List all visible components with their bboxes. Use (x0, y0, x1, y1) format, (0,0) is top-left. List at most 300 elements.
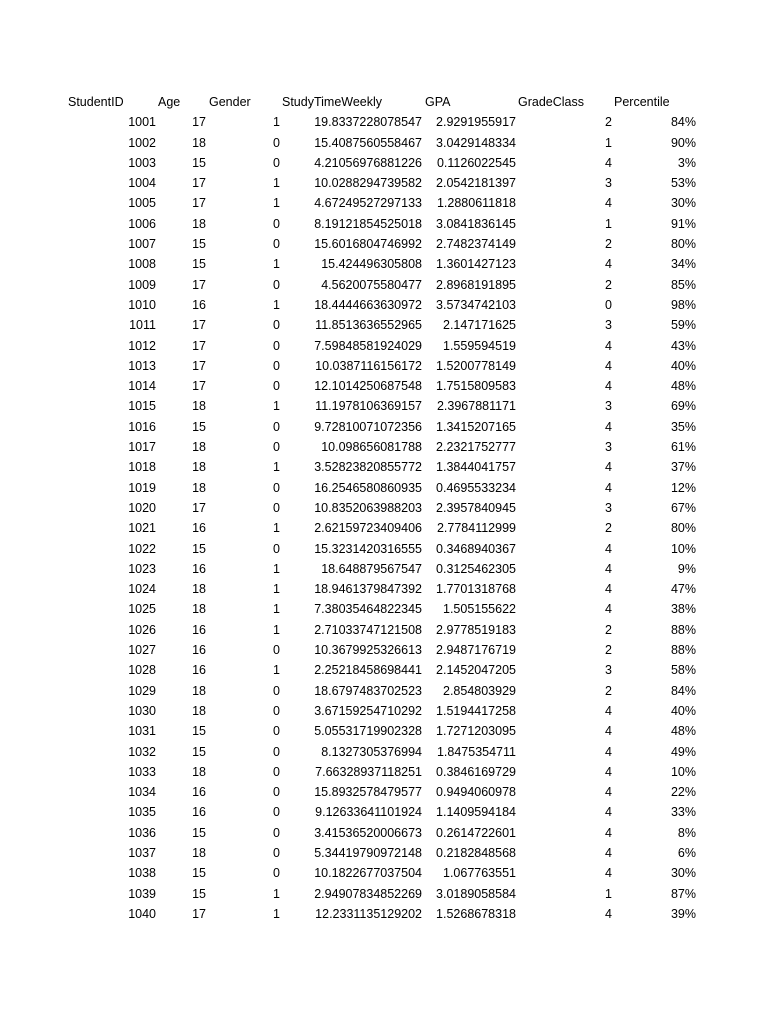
cell-age: 18 (192, 135, 206, 150)
cell-studytimeweekly: 10.8352063988203 (314, 500, 422, 515)
cell-studytimeweekly: 3.52823820855772 (314, 460, 422, 475)
cell-age: 17 (192, 338, 206, 353)
cell-gender: 1 (273, 886, 280, 901)
cell-gpa: 0.3468940367 (436, 541, 516, 556)
cell-age: 17 (192, 318, 206, 333)
cell-studentid: 1036 (128, 825, 156, 840)
cell-gender: 1 (273, 622, 280, 637)
table-row (0, 904, 768, 924)
cell-studentid: 1025 (128, 602, 156, 617)
table-row (0, 559, 768, 579)
cell-studytimeweekly: 3.67159254710292 (314, 703, 422, 718)
cell-age: 17 (192, 379, 206, 394)
table-row (0, 133, 768, 153)
cell-gender: 1 (273, 399, 280, 414)
cell-percentile: 88% (670, 622, 696, 637)
cell-age: 18 (192, 582, 206, 597)
cell-studentid: 1028 (128, 663, 156, 678)
table-row (0, 802, 768, 822)
cell-gradeclass: 4 (605, 825, 612, 840)
cell-gender: 0 (273, 845, 280, 860)
cell-percentile: 12% (670, 480, 696, 495)
cell-gpa: 1.7701318768 (436, 582, 516, 597)
cell-gender: 0 (273, 744, 280, 759)
cell-studytimeweekly: 8.19121854525018 (314, 216, 422, 231)
cell-studytimeweekly: 10.098656081788 (321, 440, 422, 455)
cell-studentid: 1038 (128, 866, 156, 881)
cell-percentile: 37% (670, 460, 696, 475)
cell-age: 17 (192, 358, 206, 373)
cell-studytimeweekly: 10.1822677037504 (314, 866, 422, 881)
cell-studentid: 1016 (128, 419, 156, 434)
cell-gradeclass: 4 (605, 196, 612, 211)
cell-gender: 1 (273, 561, 280, 576)
cell-studentid: 1014 (128, 379, 156, 394)
cell-studytimeweekly: 3.41536520006673 (314, 825, 422, 840)
cell-gpa: 1.067763551 (443, 866, 516, 881)
cell-studentid: 1002 (128, 135, 156, 150)
cell-gpa: 2.1452047205 (436, 663, 516, 678)
cell-age: 18 (192, 399, 206, 414)
table-row (0, 173, 768, 193)
cell-percentile: 22% (670, 785, 696, 800)
table-row (0, 295, 768, 315)
cell-studentid: 1005 (128, 196, 156, 211)
cell-gender: 1 (273, 663, 280, 678)
cell-gender: 0 (273, 866, 280, 881)
table-row (0, 112, 768, 132)
cell-gender: 1 (273, 115, 280, 130)
cell-gradeclass: 4 (605, 744, 612, 759)
cell-age: 18 (192, 602, 206, 617)
table-row (0, 356, 768, 376)
cell-gender: 0 (273, 216, 280, 231)
cell-age: 15 (192, 724, 206, 739)
cell-studentid: 1011 (129, 318, 156, 333)
table-row (0, 518, 768, 538)
cell-gpa: 1.559594519 (443, 338, 516, 353)
cell-age: 16 (192, 561, 206, 576)
cell-gpa: 0.9494060978 (436, 785, 516, 800)
cell-gender: 1 (273, 257, 280, 272)
cell-gpa: 0.1126022545 (436, 155, 516, 170)
cell-studentid: 1023 (128, 561, 156, 576)
cell-percentile: 39% (670, 906, 696, 921)
cell-age: 15 (192, 257, 206, 272)
cell-percentile: 59% (670, 318, 696, 333)
cell-studytimeweekly: 15.6016804746992 (314, 237, 422, 252)
table-row (0, 539, 768, 559)
cell-gradeclass: 4 (605, 155, 612, 170)
cell-gender: 0 (273, 724, 280, 739)
cell-age: 16 (192, 663, 206, 678)
cell-gpa: 0.3125462305 (436, 561, 516, 576)
cell-gpa: 0.4695533234 (436, 480, 516, 495)
header-age: Age (158, 95, 181, 109)
cell-studentid: 1001 (128, 115, 156, 130)
cell-age: 17 (192, 277, 206, 292)
cell-studytimeweekly: 2.94907834852269 (314, 886, 422, 901)
cell-studentid: 1006 (128, 216, 156, 231)
cell-studytimeweekly: 2.25218458698441 (314, 663, 422, 678)
cell-gpa: 1.5194417258 (436, 703, 516, 718)
cell-studentid: 1031 (128, 724, 156, 739)
cell-gpa: 0.2182848568 (436, 845, 516, 860)
cell-percentile: 38% (670, 602, 696, 617)
cell-percentile: 40% (670, 358, 696, 373)
cell-studytimeweekly: 15.3231420316555 (314, 541, 422, 556)
cell-age: 18 (192, 460, 206, 475)
cell-gpa: 2.7482374149 (436, 237, 516, 252)
cell-studentid: 1029 (128, 683, 156, 698)
cell-gradeclass: 1 (605, 135, 612, 150)
cell-percentile: 30% (670, 196, 696, 211)
cell-studytimeweekly: 18.6797483702523 (314, 683, 422, 698)
table-row (0, 336, 768, 356)
cell-studentid: 1009 (128, 277, 156, 292)
table-row (0, 315, 768, 335)
cell-gpa: 1.7515809583 (436, 379, 516, 394)
cell-age: 17 (192, 500, 206, 515)
cell-studytimeweekly: 7.38035464822345 (314, 602, 422, 617)
cell-gpa: 3.5734742103 (436, 297, 516, 312)
cell-gender: 0 (273, 419, 280, 434)
cell-gradeclass: 4 (605, 379, 612, 394)
cell-studytimeweekly: 4.21056976881226 (314, 155, 422, 170)
cell-studentid: 1017 (128, 440, 156, 455)
cell-percentile: 61% (670, 440, 696, 455)
cell-percentile: 85% (670, 277, 696, 292)
cell-studentid: 1021 (128, 521, 156, 536)
cell-percentile: 3% (677, 155, 696, 170)
cell-age: 16 (192, 297, 206, 312)
table-row (0, 437, 768, 457)
cell-gradeclass: 4 (605, 480, 612, 495)
cell-studytimeweekly: 16.2546580860935 (314, 480, 422, 495)
cell-studytimeweekly: 10.3679925326613 (314, 643, 422, 658)
header-gender: Gender (209, 95, 251, 109)
cell-percentile: 84% (670, 115, 696, 130)
table-body (0, 112, 768, 924)
cell-studytimeweekly: 18.648879567547 (321, 561, 422, 576)
cell-gradeclass: 4 (605, 724, 612, 739)
cell-studytimeweekly: 19.8337228078547 (314, 115, 422, 130)
table-row (0, 396, 768, 416)
cell-percentile: 9% (677, 561, 696, 576)
cell-studytimeweekly: 11.1978106369157 (315, 399, 422, 414)
table-row (0, 660, 768, 680)
cell-gradeclass: 4 (605, 785, 612, 800)
cell-gpa: 2.3967881171 (436, 399, 516, 414)
cell-gpa: 1.5268678318 (436, 906, 516, 921)
cell-studentid: 1022 (128, 541, 156, 556)
cell-age: 18 (192, 764, 206, 779)
cell-gpa: 2.3957840945 (436, 500, 516, 515)
cell-gradeclass: 3 (605, 399, 612, 414)
table-row (0, 275, 768, 295)
cell-percentile: 48% (670, 724, 696, 739)
cell-percentile: 48% (670, 379, 696, 394)
cell-studytimeweekly: 2.71033747121508 (314, 622, 422, 637)
cell-gender: 0 (273, 318, 280, 333)
cell-gender: 0 (273, 785, 280, 800)
cell-gpa: 2.2321752777 (436, 440, 516, 455)
table-row (0, 254, 768, 274)
table-row (0, 234, 768, 254)
cell-studytimeweekly: 10.0288294739582 (314, 176, 422, 191)
cell-gender: 1 (273, 176, 280, 191)
cell-percentile: 98% (670, 297, 696, 312)
table-row (0, 457, 768, 477)
table-row (0, 782, 768, 802)
cell-studentid: 1030 (128, 703, 156, 718)
cell-gpa: 2.9291955917 (436, 115, 516, 130)
cell-studytimeweekly: 7.59848581924029 (314, 338, 422, 353)
cell-studentid: 1012 (128, 338, 156, 353)
cell-gender: 1 (273, 297, 280, 312)
cell-studentid: 1010 (128, 297, 156, 312)
cell-studytimeweekly: 15.4087560558467 (314, 135, 422, 150)
cell-gender: 0 (273, 379, 280, 394)
cell-gender: 0 (273, 338, 280, 353)
cell-percentile: 67% (670, 500, 696, 515)
cell-studentid: 1035 (128, 805, 156, 820)
table-row (0, 701, 768, 721)
cell-gradeclass: 1 (605, 886, 612, 901)
cell-gradeclass: 4 (605, 703, 612, 718)
cell-gradeclass: 4 (605, 338, 612, 353)
cell-gender: 0 (273, 703, 280, 718)
cell-gpa: 2.7784112999 (436, 521, 516, 536)
header-studentid: StudentID (68, 95, 124, 109)
cell-gradeclass: 4 (605, 257, 612, 272)
cell-gradeclass: 3 (605, 176, 612, 191)
table-row (0, 640, 768, 660)
cell-studytimeweekly: 18.9461379847392 (314, 582, 422, 597)
cell-age: 16 (192, 622, 206, 637)
cell-studytimeweekly: 18.4444663630972 (314, 297, 422, 312)
table-row (0, 498, 768, 518)
cell-gpa: 3.0841836145 (436, 216, 516, 231)
table-row (0, 376, 768, 396)
cell-gradeclass: 4 (605, 764, 612, 779)
cell-studentid: 1018 (128, 460, 156, 475)
cell-age: 16 (192, 643, 206, 658)
cell-studentid: 1037 (128, 845, 156, 860)
cell-studentid: 1013 (128, 358, 156, 373)
cell-studytimeweekly: 12.1014250687548 (314, 379, 422, 394)
cell-studentid: 1015 (128, 399, 156, 414)
cell-studentid: 1033 (128, 764, 156, 779)
cell-percentile: 91% (670, 216, 696, 231)
cell-percentile: 8% (677, 825, 696, 840)
cell-studytimeweekly: 5.34419790972148 (314, 845, 422, 860)
cell-gradeclass: 4 (605, 358, 612, 373)
cell-gradeclass: 1 (605, 216, 612, 231)
cell-gender: 0 (273, 541, 280, 556)
cell-age: 15 (192, 866, 206, 881)
cell-gradeclass: 4 (605, 419, 612, 434)
cell-percentile: 58% (670, 663, 696, 678)
cell-gender: 1 (273, 521, 280, 536)
cell-studentid: 1003 (128, 155, 156, 170)
cell-age: 18 (192, 683, 206, 698)
cell-studytimeweekly: 15.424496305808 (321, 257, 422, 272)
cell-age: 16 (192, 785, 206, 800)
cell-age: 15 (192, 744, 206, 759)
cell-gradeclass: 4 (605, 866, 612, 881)
header-gpa: GPA (425, 95, 451, 109)
cell-gpa: 3.0429148334 (436, 135, 516, 150)
cell-age: 15 (192, 237, 206, 252)
cell-gender: 0 (273, 643, 280, 658)
cell-gradeclass: 4 (605, 541, 612, 556)
cell-age: 15 (192, 155, 206, 170)
cell-gpa: 1.3601427123 (436, 257, 516, 272)
cell-age: 15 (192, 541, 206, 556)
cell-gender: 1 (273, 602, 280, 617)
cell-percentile: 43% (670, 338, 696, 353)
cell-studytimeweekly: 2.62159723409406 (314, 521, 422, 536)
table-row (0, 681, 768, 701)
cell-studytimeweekly: 9.12633641101924 (315, 805, 422, 820)
table-row (0, 762, 768, 782)
cell-age: 17 (192, 196, 206, 211)
cell-age: 17 (192, 906, 206, 921)
cell-gender: 1 (273, 582, 280, 597)
cell-studytimeweekly: 8.1327305376994 (321, 744, 422, 759)
cell-studentid: 1007 (128, 237, 156, 252)
cell-percentile: 33% (670, 805, 696, 820)
cell-studytimeweekly: 4.67249527297133 (314, 196, 422, 211)
cell-gradeclass: 3 (605, 440, 612, 455)
cell-studytimeweekly: 9.72810071072356 (314, 419, 422, 434)
cell-gradeclass: 2 (605, 277, 612, 292)
cell-gpa: 2.8968191895 (436, 277, 516, 292)
cell-studytimeweekly: 12.2331135129202 (315, 906, 422, 921)
cell-gender: 0 (273, 155, 280, 170)
cell-studytimeweekly: 11.8513636552965 (315, 318, 422, 333)
cell-gpa: 2.147171625 (443, 318, 516, 333)
cell-gradeclass: 4 (605, 906, 612, 921)
cell-gradeclass: 3 (605, 500, 612, 515)
cell-percentile: 34% (670, 257, 696, 272)
table-row (0, 721, 768, 741)
cell-gradeclass: 2 (605, 622, 612, 637)
cell-studentid: 1020 (128, 500, 156, 515)
cell-studytimeweekly: 5.05531719902328 (314, 724, 422, 739)
cell-gender: 0 (273, 683, 280, 698)
cell-gradeclass: 3 (605, 663, 612, 678)
cell-studentid: 1004 (128, 176, 156, 191)
cell-gender: 0 (273, 825, 280, 840)
cell-percentile: 80% (670, 521, 696, 536)
cell-gpa: 1.8475354711 (436, 744, 516, 759)
cell-age: 18 (192, 440, 206, 455)
cell-gpa: 1.3844041757 (436, 460, 516, 475)
table-row (0, 884, 768, 904)
cell-percentile: 30% (670, 866, 696, 881)
cell-gpa: 1.5200778149 (436, 358, 516, 373)
cell-percentile: 53% (670, 176, 696, 191)
cell-percentile: 69% (670, 399, 696, 414)
cell-gradeclass: 3 (605, 318, 612, 333)
cell-gpa: 2.9487176719 (436, 643, 516, 658)
cell-studentid: 1026 (128, 622, 156, 637)
table-row (0, 823, 768, 843)
cell-age: 17 (192, 176, 206, 191)
cell-gpa: 0.2614722601 (436, 825, 516, 840)
table-row (0, 478, 768, 498)
cell-percentile: 49% (670, 744, 696, 759)
cell-gpa: 0.3846169729 (436, 764, 516, 779)
cell-studentid: 1040 (128, 906, 156, 921)
table-row (0, 742, 768, 762)
cell-gradeclass: 2 (605, 237, 612, 252)
cell-percentile: 90% (670, 135, 696, 150)
cell-studytimeweekly: 7.66328937118251 (315, 764, 422, 779)
cell-age: 18 (192, 480, 206, 495)
cell-gpa: 1.505155622 (443, 602, 516, 617)
cell-age: 15 (192, 886, 206, 901)
cell-studytimeweekly: 10.0387116156172 (315, 358, 422, 373)
cell-studentid: 1034 (128, 785, 156, 800)
cell-gradeclass: 4 (605, 845, 612, 860)
cell-percentile: 40% (670, 703, 696, 718)
cell-gradeclass: 2 (605, 683, 612, 698)
cell-gradeclass: 4 (605, 582, 612, 597)
cell-age: 18 (192, 845, 206, 860)
cell-studentid: 1019 (128, 480, 156, 495)
cell-studytimeweekly: 15.8932578479577 (314, 785, 422, 800)
cell-gender: 0 (273, 277, 280, 292)
cell-gender: 1 (273, 906, 280, 921)
cell-gpa: 1.2880611818 (436, 196, 516, 211)
cell-percentile: 35% (670, 419, 696, 434)
cell-gpa: 1.7271203095 (436, 724, 516, 739)
cell-gradeclass: 0 (605, 297, 612, 312)
cell-gender: 0 (273, 764, 280, 779)
cell-age: 16 (192, 521, 206, 536)
cell-gpa: 2.9778519183 (436, 622, 516, 637)
cell-gradeclass: 2 (605, 115, 612, 130)
cell-studytimeweekly: 4.5620075580477 (321, 277, 422, 292)
cell-percentile: 88% (670, 643, 696, 658)
cell-percentile: 10% (670, 764, 696, 779)
cell-percentile: 84% (670, 683, 696, 698)
cell-gradeclass: 2 (605, 643, 612, 658)
cell-age: 16 (192, 805, 206, 820)
table-row (0, 579, 768, 599)
table-row (0, 620, 768, 640)
cell-gpa: 2.0542181397 (436, 176, 516, 191)
table-row (0, 214, 768, 234)
header-studytimeweekly: StudyTimeWeekly (282, 95, 383, 109)
table-row (0, 599, 768, 619)
cell-gradeclass: 2 (605, 521, 612, 536)
cell-studentid: 1039 (128, 886, 156, 901)
cell-studentid: 1008 (128, 257, 156, 272)
cell-gender: 0 (273, 500, 280, 515)
cell-gpa: 1.3415207165 (436, 419, 516, 434)
header-gradeclass: GradeClass (518, 95, 584, 109)
cell-gender: 0 (273, 135, 280, 150)
cell-studentid: 1027 (128, 643, 156, 658)
cell-age: 18 (192, 216, 206, 231)
header-row (0, 92, 768, 112)
cell-percentile: 80% (670, 237, 696, 252)
cell-gender: 0 (273, 237, 280, 252)
